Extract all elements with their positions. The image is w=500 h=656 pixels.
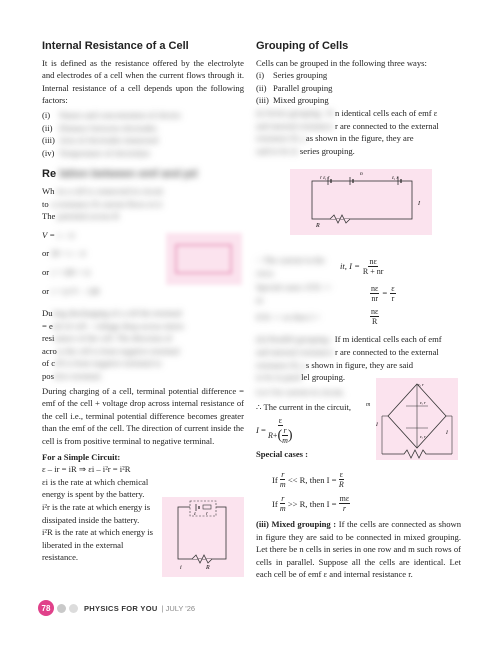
series-current-block: ∴ The current in the circu it, I = $\frac{n\varepsilon}{R + nr}$ Special cases: If R >> nr $\frac{n\varepsilon}{nr}$ = $\frac{\varepsilon}{r}$ If R << nr then I = $\frac{n\varepsilon}{R}$ (ii) Parallel grouping : If m identical cells each of emf and internal resistance r are connected to the external resistance R, as shown in figure, they are said to be in parallel grouping. — [256, 255, 442, 383]
grouping-list: (i) Series grouping (ii) Parallel grouping (iii) Mixed grouping — [256, 70, 333, 106]
therefore-line: ∴ The current in the circuit, — [256, 401, 352, 412]
blur-line: or — [42, 266, 50, 277]
svg-text:ε, r: ε, r — [392, 176, 399, 181]
blur-line: or — [42, 285, 50, 296]
series-text: n identical cells each of emf ε — [335, 107, 438, 118]
relation-figure — [166, 233, 242, 285]
svg-text:ε: ε — [194, 512, 196, 517]
svg-text:R: R — [206, 565, 210, 571]
list-num: (iv) — [42, 147, 55, 158]
blur-line: to — [42, 198, 49, 209]
special-cases-heading: Special cases : — [256, 449, 309, 460]
special-case-1: If $\frac{r}{m}$ << R, then I = $\frac{\varepsilon}{R}$ — [272, 470, 344, 489]
blur-line: V = — [42, 229, 56, 240]
svg-text:R: R — [316, 223, 320, 229]
svg-text:r ε, r: r ε, r — [320, 176, 330, 181]
heading-relation: Re lation between emf and pd — [42, 168, 198, 181]
issue-date: | JULY '26 — [161, 603, 196, 613]
left-column: Internal Resistance of a Cell It is defined as the resistance offered by the electrolyte and electrodes of a cell when the current flows through it. Internal resistance of a cell depends upon the following factors: (i) Nature and concentration of electro (ii) Distance between electrodes (iii) Area of electrodes immersed (iv) Temperature of electrolyte Re lation between emf and pd Wh en a cell is connected in circuit to a resistance R current flows in it The potential across R V = ε – ir or iR = ε – ir or ε = i(R + r) or r = (ε/V – 1)R During discharging of a cell the terminal = emf of cell – voltage drop across intern resistance of the cell. The direction of across the cell is from negative terminal of cell is from negative terminal to positive terminal. During charging of a cell, terminal potential difference = emf of the cell + voltage drop across internal resistance of the cell i.e., terminal potential difference becomes greater than the emf of the cell. The direction of current inside the cell is from positive terminal to negative terminal. For a Simple Circuit: ε – ir = iR ⇒ εi – i²r = i²R εi is the rate at which chemical energy is spent by the battery. i²r is the rate at which energy is dissipated inside the battery. i²R is the rate at which energy is liberated in the external resistance. — [42, 40, 244, 563]
parallel-current-equation: I = ε R + ( $\frac{r}{m}$ ) — [256, 416, 293, 446]
blur-line: of c — [42, 358, 56, 369]
parallel-circuit-diagram — [376, 378, 458, 460]
factor-list: (i) Nature and concentration of electro (ii) Distance between electrodes (iii) Area of electrodes immersed (iv) Temperature of electrolyte — [42, 109, 181, 158]
parallel-current-block: Let I be current in circuit, ∴ The current in the circuit, I = ε R + ( $\frac{r}{m}$ ) Special cases : — [256, 386, 374, 461]
grouping-intro: Cells can be grouped in the following three ways: — [256, 57, 427, 68]
simple-circuit-figure — [162, 497, 244, 577]
svg-text:r: r — [206, 512, 208, 517]
svg-text:ε, r: ε, r — [420, 434, 426, 439]
simple-circuit-heading: For a Simple Circuit: — [42, 451, 121, 462]
blur-line: pos — [42, 371, 54, 382]
special-case-2: If $\frac{r}{m}$ >> R, then I = $\frac{m\varepsilon}{r}$ — [272, 494, 350, 513]
series-circuit-diagram — [290, 169, 432, 235]
footer-dot — [69, 604, 78, 613]
list-num: (iii) — [42, 135, 55, 146]
svg-text:n: n — [360, 171, 363, 177]
svg-text:I: I — [376, 422, 378, 428]
para-internal-resistance: It is defined as the resistance offered by the electrolyte and electrodes of a cell when the current flows through it. Internal resistance of a cell depends upon the following factors: — [42, 57, 244, 106]
footer-dot — [57, 604, 66, 613]
mixed-grouping-text: If the cells are connected as shown in figure they are said to be connected in mixed grouping. Let there be n cells in series in one row and m such rows of cells in parallel. Suppose all the cells are identical. Let each cell be of emf ε and internal resistance r. — [256, 519, 461, 580]
energy-line-2: i²r is the rate at which energy is dissipated inside the battery. — [42, 502, 151, 525]
svg-text:ε, r: ε, r — [418, 382, 424, 387]
heading-grouping: Grouping of Cells — [256, 40, 349, 52]
blur-line: = e — [42, 320, 53, 331]
energy-line-1: εi is the rate at which chemical energy is spent by the battery. — [42, 476, 149, 500]
svg-text:I: I — [446, 430, 448, 436]
energy-line-3: i²R is the rate at which energy is liberated in the external resistance. — [42, 527, 154, 563]
blur-line: Du — [42, 308, 53, 319]
page-footer — [38, 600, 195, 616]
parallel-text: If m identical cells each of emf — [334, 334, 442, 345]
para-charging: During charging of a cell, terminal potential difference = emf of the cell + voltage drop across internal resistance of the cell i.e., terminal potential difference becomes greater than the emf of the cell. The direction of current inside the cell is from positive terminal to negative terminal. — [42, 385, 244, 447]
svg-text:i: i — [180, 565, 182, 571]
list-num: (i) — [42, 109, 51, 120]
m-label: m — [366, 402, 371, 408]
svg-text:I: I — [418, 201, 420, 207]
list-num: (ii) — [42, 122, 53, 133]
blur-line: acro — [42, 345, 57, 356]
right-column: Grouping of Cells Cells can be grouped in the following three ways: (i) Series grouping (ii) Parallel grouping (iii) Mixed grouping (i) Series grouping : If n identical cells each of emf ε and internal resistance r are connected to the external resistance R, aas shown in the figure, they are said to be in series grouping. — [256, 40, 461, 157]
series-current-label: it, I = — [340, 261, 360, 272]
mixed-grouping-label: (iii) Mixed grouping : — [256, 519, 337, 529]
simple-circuit-diagram — [162, 497, 244, 577]
blur-line: resi — [42, 333, 55, 344]
simple-circuit-equation: ε – ir = iR ⇒ εi – i²r = i²R — [42, 464, 131, 475]
blur-line: The — [42, 211, 56, 222]
svg-text:ε, r: ε, r — [420, 400, 426, 405]
series-circuit-figure — [290, 169, 432, 235]
parallel-circuit-figure — [376, 378, 458, 460]
mixed-grouping-block — [256, 518, 461, 581]
blur-line: Wh — [42, 185, 55, 196]
heading-internal-resistance: Internal Resistance of a Cell — [42, 40, 189, 52]
page-number: 78 — [38, 600, 54, 616]
blur-line: or — [42, 248, 50, 259]
magazine-name: PHYSICS FOR YOU — [84, 603, 158, 613]
